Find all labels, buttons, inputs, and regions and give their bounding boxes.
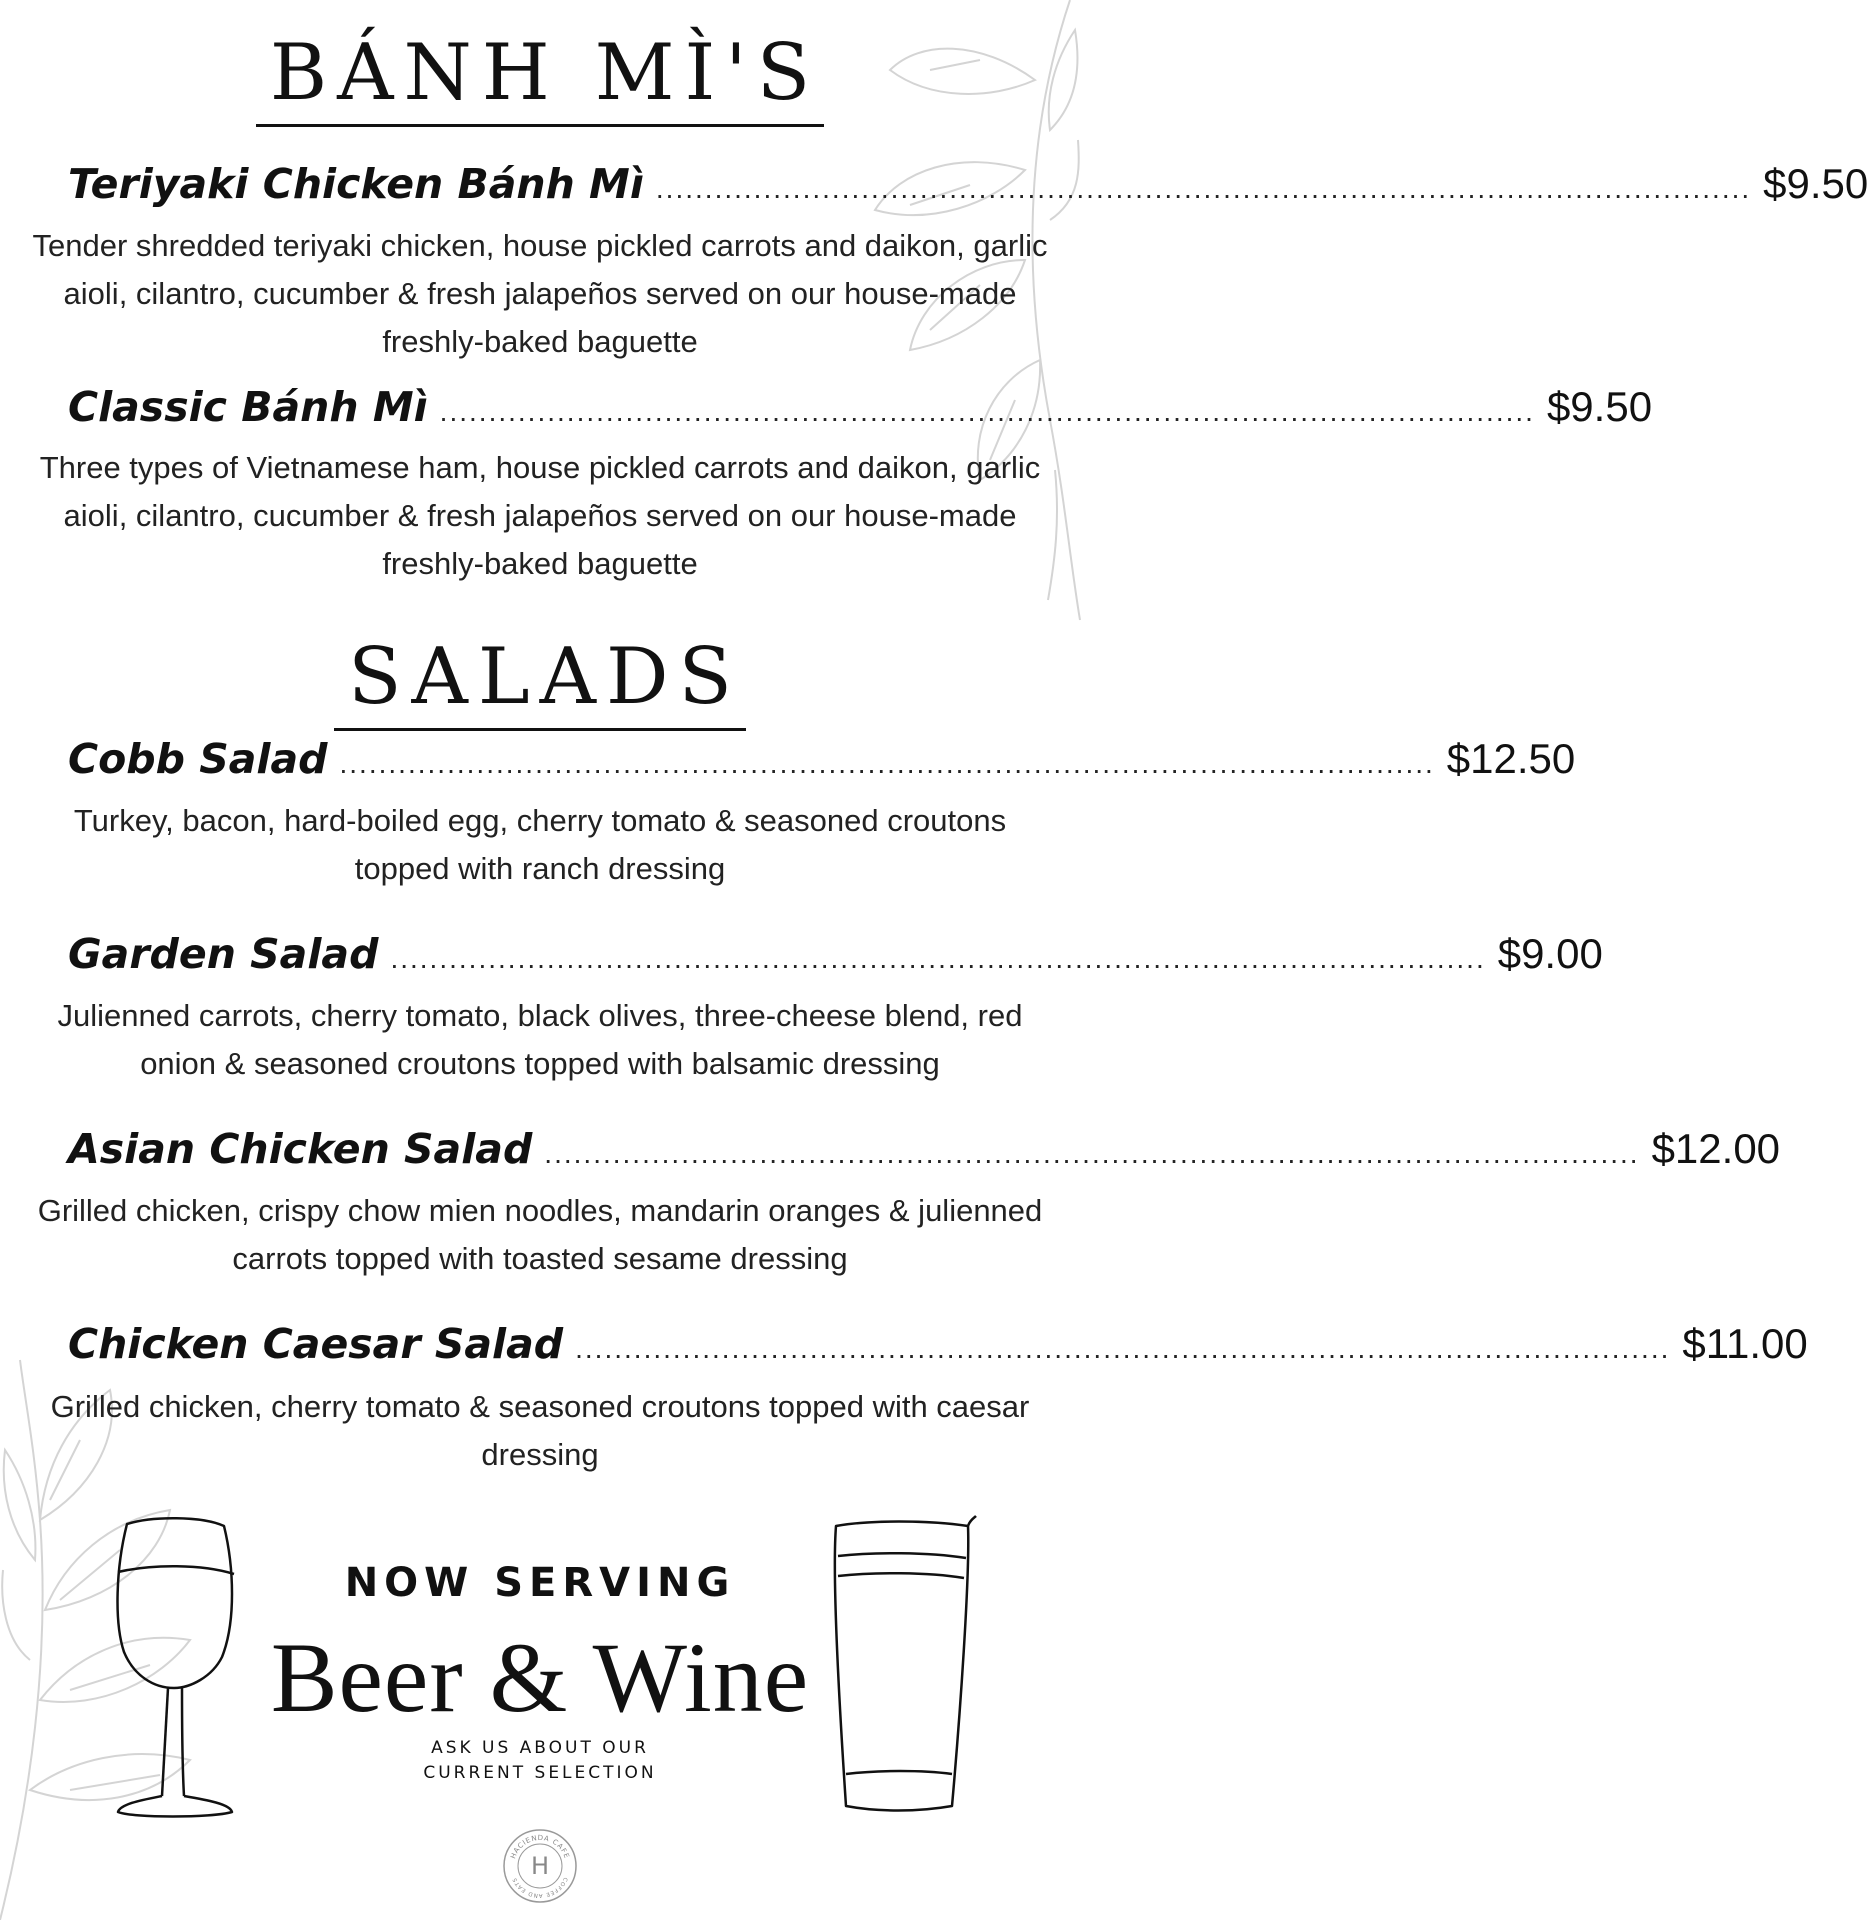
- promo-subtext: [330, 1736, 750, 1786]
- salads-section-title: [0, 632, 1080, 731]
- item-name: Chicken Caesar Salad: [68, 1320, 564, 1368]
- item-description: Grilled chicken, cherry tomato & seasoned croutons topped with caesar dressing: [50, 1389, 1030, 1472]
- item-description: Three types of Vietnamese ham, house pickled carrots and daikon, garlic aioli, cilantro, cucumber & fresh jalapeños served on our house-made freshly-baked baguette: [39, 450, 1041, 581]
- logo-ring-text-bottom: COFFEE AND EATS: [511, 1876, 569, 1899]
- item-description: Turkey, bacon, hard-boiled egg, cherry tomato & seasoned croutons topped with ranch dressing: [73, 803, 1007, 886]
- promo-subtext-line: CURRENT SELECTION: [423, 1763, 657, 1783]
- item-price: $9.00: [1497, 930, 1603, 977]
- item-name: Asian Chicken Salad: [68, 1125, 533, 1173]
- item-description: Grilled chicken, crispy chow mien noodles, mandarin oranges & julienned carrots topped with toasted sesame dressing: [37, 1193, 1043, 1276]
- beer-glass-icon: [828, 1516, 976, 1816]
- item-name: Teriyaki Chicken Bánh Mì: [68, 160, 644, 208]
- item-name: Classic Bánh Mì: [68, 383, 428, 431]
- promo-title: Beer & Wine: [270, 1622, 810, 1733]
- logo-ring-text: HACIENDA CAFE: [509, 1833, 571, 1860]
- dot-leader: ................................................................................................................: [439, 396, 1535, 427]
- salads-title-text: SALADS: [334, 632, 746, 731]
- item-description: Julienned carrots, cherry tomato, black olives, three-cheese blend, red onion & seasoned croutons topped with balsamic dressing: [57, 998, 1023, 1081]
- hacienda-cafe-logo: [502, 1828, 578, 1904]
- banh-mi-section-title: [0, 28, 1080, 127]
- item-name: Cobb Salad: [68, 735, 328, 783]
- promo-subtext-line: ASK US ABOUT OUR: [431, 1738, 649, 1758]
- item-name: Garden Salad: [68, 930, 379, 978]
- item-price: $12.00: [1651, 1125, 1781, 1172]
- item-description: Tender shredded teriyaki chicken, house pickled carrots and daikon, garlic aioli, cilantro, cucumber & fresh jalapeños served on our house-made freshly-baked baguette: [32, 228, 1048, 359]
- wine-glass-icon: [112, 1512, 242, 1822]
- dot-leader: ................................................................................................................: [390, 943, 1486, 974]
- item-price: $9.50: [1763, 160, 1868, 207]
- dot-leader: ................................................................................................................: [544, 1138, 1640, 1169]
- banh-mi-title-text: BÁNH MÌ'S: [256, 28, 824, 127]
- item-price: $12.50: [1446, 735, 1576, 782]
- dot-leader: ................................................................................................................: [575, 1333, 1671, 1364]
- promo-heading: NOW SERVING: [344, 1560, 736, 1606]
- dot-leader: ................................................................................................................: [655, 173, 1752, 204]
- item-price: $9.50: [1546, 383, 1653, 430]
- logo-monogram: H: [530, 1852, 550, 1880]
- dot-leader: ................................................................................................................: [339, 748, 1435, 779]
- item-price: $11.00: [1682, 1320, 1808, 1367]
